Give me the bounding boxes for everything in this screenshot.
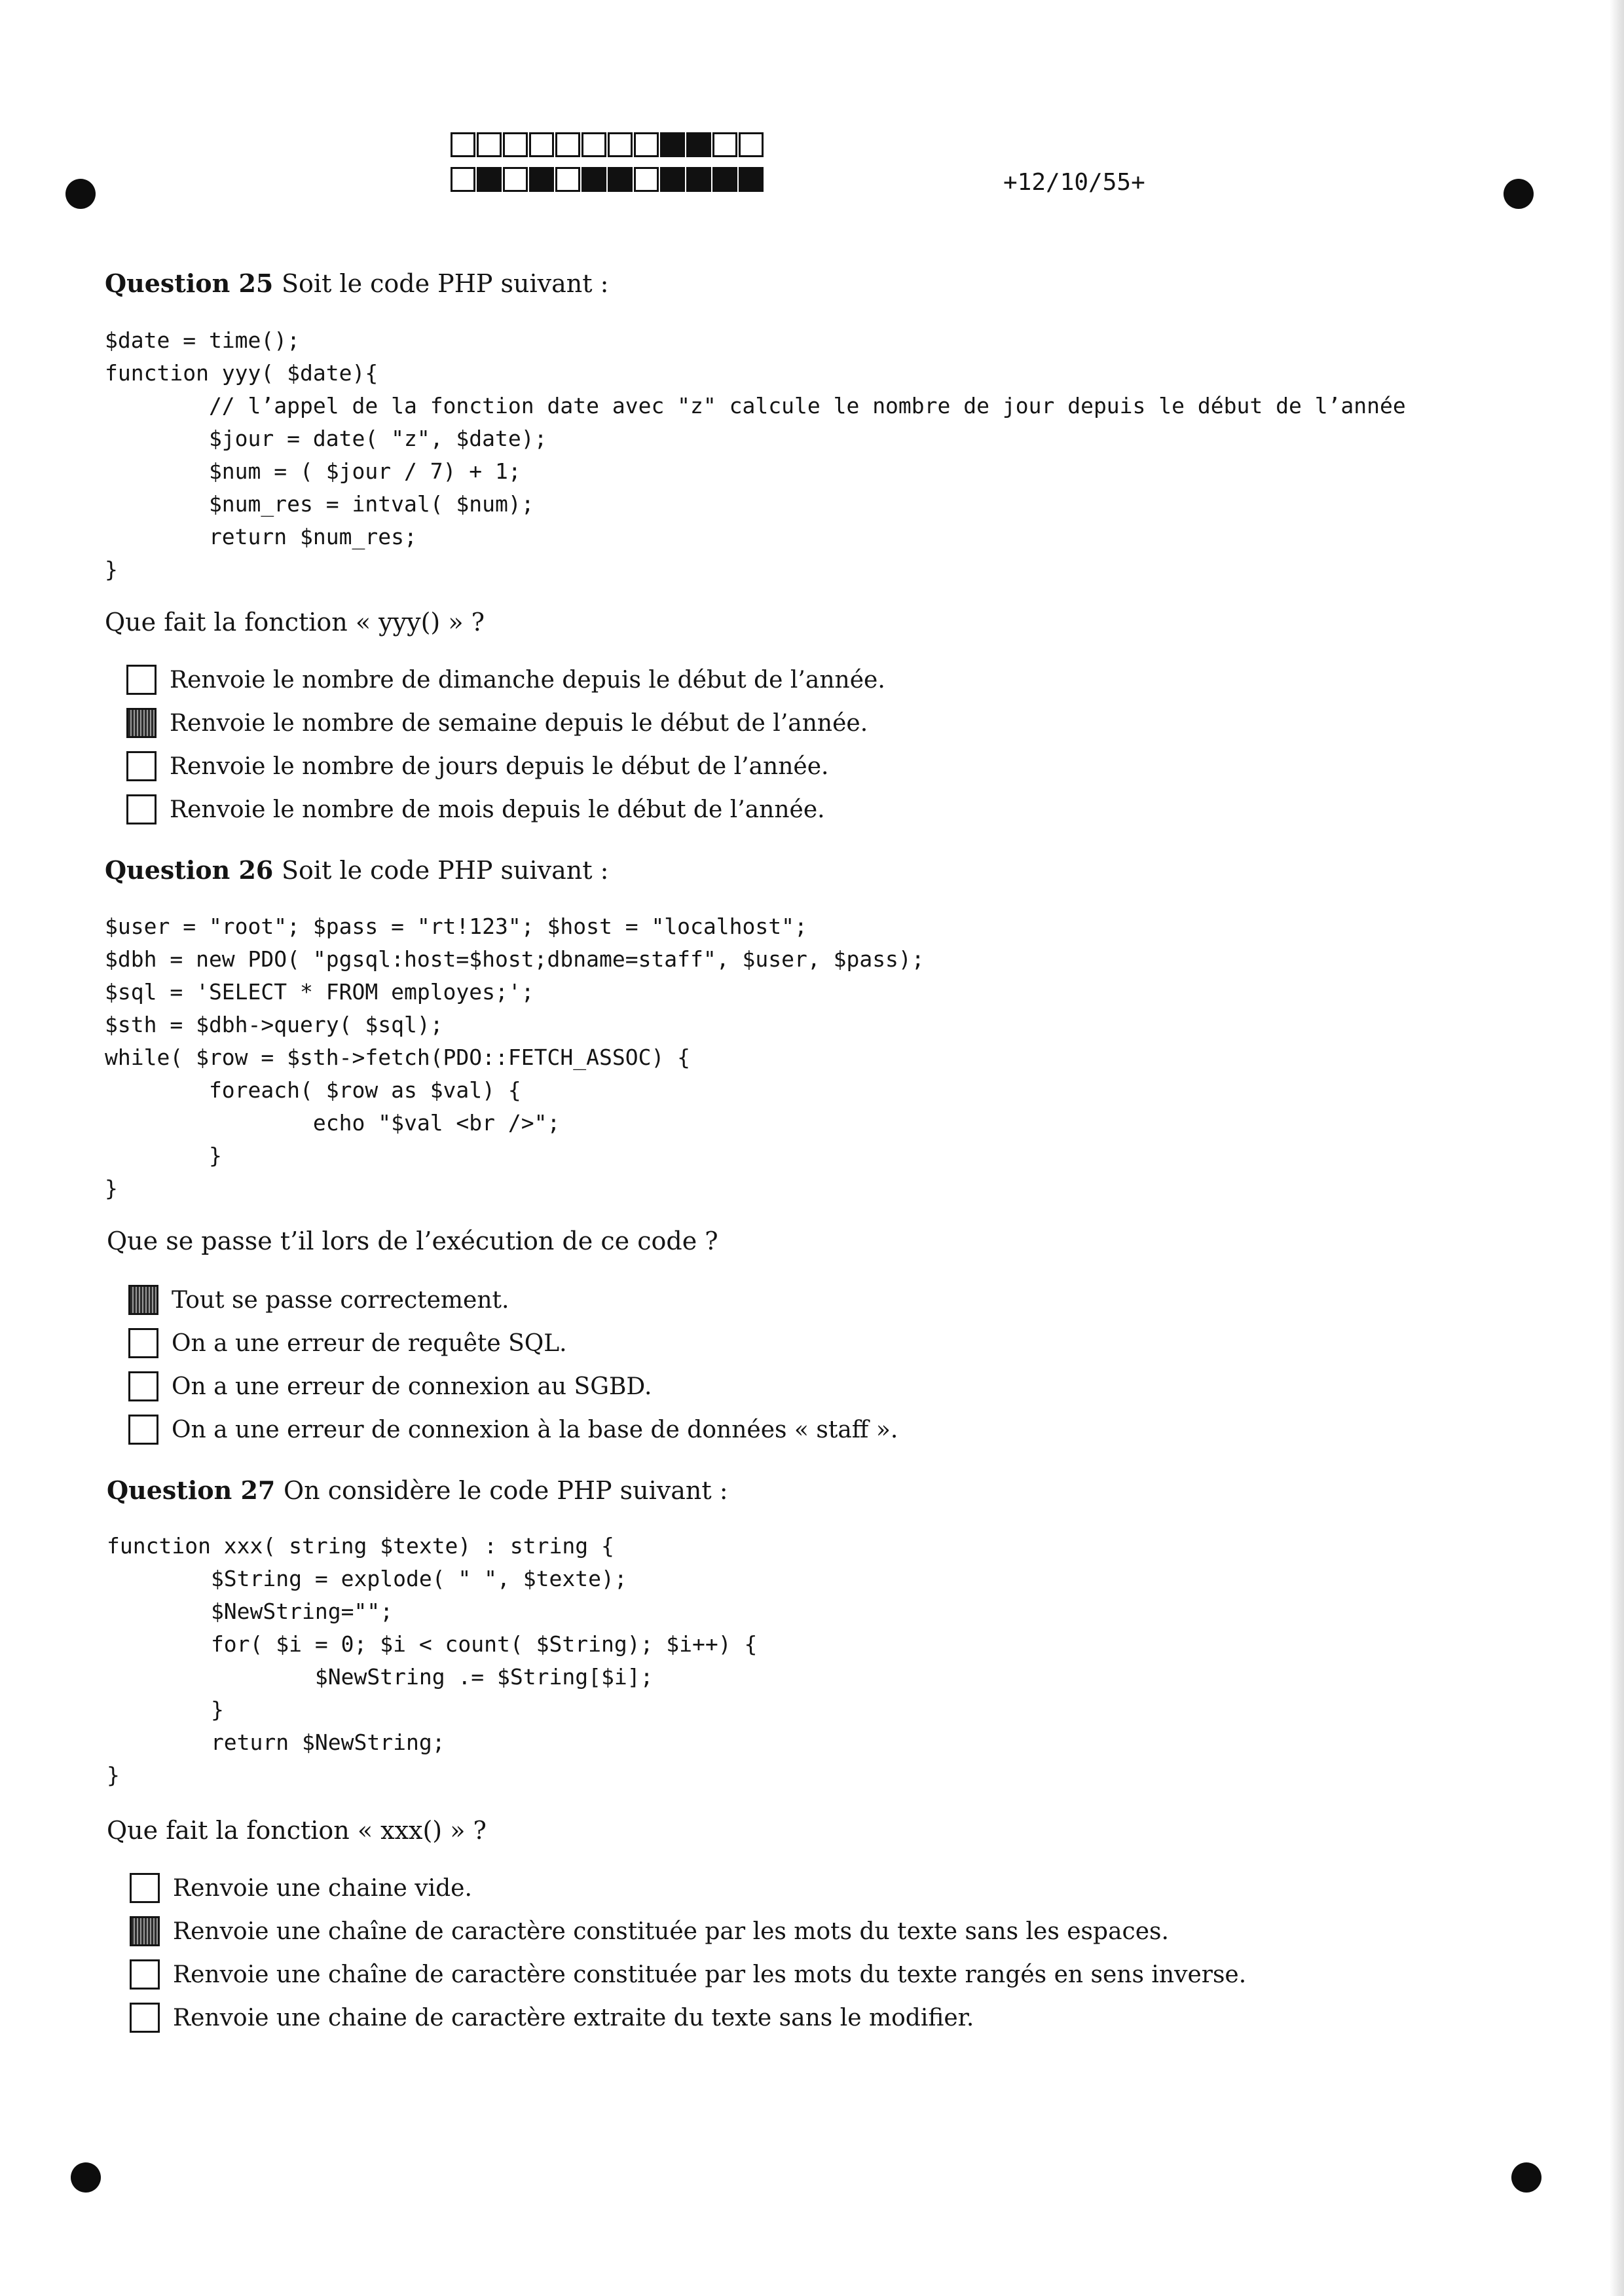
answer-checkbox[interactable] (130, 1959, 160, 1990)
answer-option (126, 745, 885, 788)
answer-text: Renvoie le nombre de mois depuis le début de l’année. (170, 796, 825, 823)
registration-mark-top-left (65, 179, 96, 209)
page-id: +12/10/55+ (1003, 169, 1145, 196)
question-25-prompt: Que fait la fonction « yyy() » ? (105, 608, 485, 637)
binary-code-cell (686, 167, 711, 192)
answer-option (130, 1910, 1246, 1953)
answer-checkbox[interactable] (130, 1916, 160, 1946)
question-27-answers (130, 1866, 1246, 2039)
question-25-answers (126, 658, 885, 831)
answer-checkbox[interactable] (128, 1415, 158, 1445)
answer-text: On a une erreur de connexion à la base de données « staff ». (172, 1416, 898, 1443)
answer-checkbox[interactable] (128, 1371, 158, 1401)
binary-code-cell (712, 132, 737, 157)
question-25-header (105, 268, 608, 298)
answer-option (126, 788, 885, 831)
answer-text: Renvoie le nombre de dimanche depuis le début de l’année. (170, 666, 885, 694)
answer-checkbox[interactable] (126, 708, 157, 738)
registration-mark-top-right (1504, 179, 1534, 209)
binary-code-cell (608, 132, 633, 157)
answer-checkbox[interactable] (128, 1285, 158, 1315)
binary-code-cell (634, 167, 659, 192)
question-intro: On considère le code PHP suivant : (284, 1476, 728, 1505)
question-26-answers (128, 1278, 898, 1451)
binary-code-cell (503, 132, 528, 157)
question-intro: Soit le code PHP suivant : (282, 856, 609, 885)
answer-option (128, 1278, 898, 1322)
binary-code-cell (477, 132, 502, 157)
binary-code-cell (503, 167, 528, 192)
binary-code-cell (451, 167, 475, 192)
answer-option (130, 1953, 1246, 1996)
answer-text: Renvoie une chaîne de caractère constituée par les mots du texte rangés en sens inverse. (173, 1961, 1247, 1988)
answer-text: Tout se passe correctement. (172, 1286, 509, 1314)
binary-code-cell (451, 132, 475, 157)
answer-option (128, 1408, 898, 1451)
answer-checkbox[interactable] (130, 2003, 160, 2033)
binary-code-cell (739, 167, 764, 192)
registration-mark-bottom-right (1511, 2162, 1541, 2193)
answer-option (126, 701, 885, 745)
question-27-code: function xxx( string $texte) : string { $String = explode( " ", $texte); $NewString=""; for( $i = 0; $i < count( $String); $i++) { $NewString .= $String[$i]; } return $NewString; } (107, 1533, 758, 1788)
binary-code-row-2 (451, 167, 765, 192)
binary-code-cell (555, 132, 580, 157)
answer-text: On a une erreur de connexion au SGBD. (172, 1373, 652, 1400)
binary-code-row-1 (451, 132, 765, 157)
answer-checkbox[interactable] (130, 1873, 160, 1903)
answer-option (130, 1866, 1246, 1910)
answer-text: Renvoie le nombre de semaine depuis le début de l’année. (170, 709, 868, 737)
answer-checkbox[interactable] (126, 794, 157, 824)
binary-code-cell (581, 132, 606, 157)
binary-code-cell (712, 167, 737, 192)
question-27-prompt: Que fait la fonction « xxx() » ? (107, 1816, 487, 1845)
binary-code-cell (739, 132, 764, 157)
binary-code-cell (660, 132, 685, 157)
answer-text: Renvoie une chaîne de caractère constituée par les mots du texte sans les espaces. (173, 1917, 1169, 1945)
question-label: Question 26 (105, 855, 274, 885)
question-26-code: $user = "root"; $pass = "rt!123"; $host = "localhost"; $dbh = new PDO( "pgsql:host=$host;dbname=staff", $user, $pass); $sql = 'SELECT * FROM employes;'; $sth = $dbh->query( $sql); while( $row = $sth->fetch(PDO::FETCH_ASSOC) { foreach( $row as $val) { echo "$val <br />"; } } (105, 914, 925, 1201)
question-label: Question 27 (107, 1475, 276, 1505)
answer-option (128, 1322, 898, 1365)
question-26-header (105, 855, 608, 885)
answer-text: Renvoie une chaine de caractère extraite du texte sans le modifier. (173, 2004, 974, 2031)
question-intro: Soit le code PHP suivant : (282, 269, 609, 298)
question-26-prompt: Que se passe t’il lors de l’exécution de ce code ? (107, 1227, 718, 1255)
answer-option (130, 1996, 1246, 2039)
answer-text: On a une erreur de requête SQL. (172, 1329, 567, 1357)
answer-checkbox[interactable] (126, 665, 157, 695)
question-27-header (107, 1475, 728, 1505)
answer-option (128, 1365, 898, 1408)
registration-mark-bottom-left (71, 2162, 101, 2193)
answer-option (126, 658, 885, 701)
binary-code-cell (529, 167, 554, 192)
answer-text: Renvoie le nombre de jours depuis le début de l’année. (170, 752, 829, 780)
binary-code-cell (686, 132, 711, 157)
binary-code-cell (529, 132, 554, 157)
binary-code-cell (608, 167, 633, 192)
question-label: Question 25 (105, 268, 274, 298)
binary-code-cell (581, 167, 606, 192)
binary-code-cell (555, 167, 580, 192)
binary-code-cell (634, 132, 659, 157)
question-25-code: $date = time(); function yyy( $date){ // l’appel de la fonction date avec "z" calcule le nombre de jour depuis le début de l’année $jour = date( "z", $date); $num = ( $jour / 7) + 1; $num_res = intval( $num); return $num_res; } (105, 327, 1406, 582)
page-edge-shadow (1610, 0, 1624, 2296)
answer-checkbox[interactable] (126, 751, 157, 781)
binary-code-cell (477, 167, 502, 192)
answer-text: Renvoie une chaine vide. (173, 1874, 472, 1902)
answer-checkbox[interactable] (128, 1328, 158, 1358)
binary-code-cell (660, 167, 685, 192)
